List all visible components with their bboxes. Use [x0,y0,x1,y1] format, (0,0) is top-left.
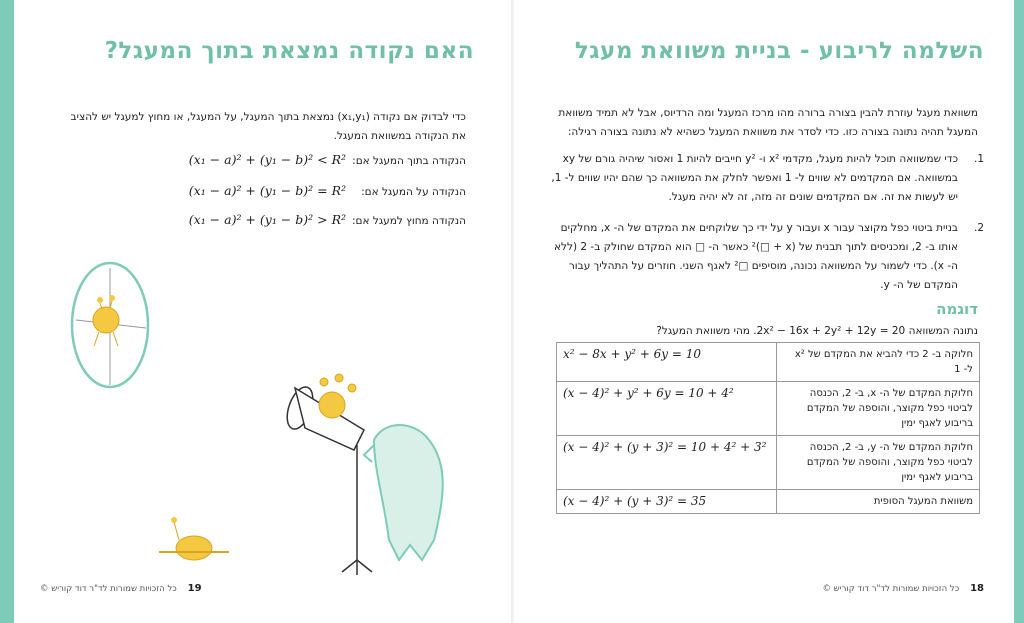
condition-formula: (x₁ − a)² + (y₁ − b)² = R² [188,183,346,198]
table-equation: (x − 4)² + (y + 3)² = 10 + 4² + 3² [557,436,777,490]
condition-label: הנקודה מחוץ למעגל אם: [352,215,466,227]
table-description: חלוקת המקדם של ה- y, ב- 2, הכנסה לביטוי כפל מקוצר, והוספה של המקדם בריבוע לאגף ימין [777,436,980,490]
example-table [556,342,980,514]
step-item [544,150,984,207]
table-row [557,343,980,382]
copyright: כל הזכויות שמורות לד"ר דוד קוריש © [822,584,960,594]
left-page [14,0,514,623]
right-page-footer [822,583,984,594]
table-row [557,490,980,514]
steps-list [544,150,984,307]
left-page-footer [40,583,202,594]
right-page-title: השלמה לריבוע - בניית משוואת מעגל [574,38,984,64]
right-page [514,0,1014,623]
step-text: בניית ביטוי כפל מקוצר עבור x ועבור y על ידי כך שלוקחים את המקדם של ה- x, מחלקים אותו ב- 2, ומכניסים לתוך תבנית של (x + □)² כאשר ה- □ הוא המקדם שחולק ב- 2 (ללא ה- x). כדי לשמור על המשוואה נכונה, מוסיפים □² לאגף השני. חוזרים על התהליך עבור המקדם של ה- y. [554,222,958,291]
table-equation: (x − 4)² + (y + 3)² = 35 [557,490,777,514]
page-number: 19 [187,583,202,594]
left-page-title: האם נקודה נמצאת בתוך המעגל? [104,38,474,64]
left-page-intro: כדי לבדוק אם נקודה (x₁,y₁) נמצאת בתוך המעגל, על המעגל, או מחוץ למעגל יש להציב את הנקודה במשוואת המעגל. [70,111,466,142]
step-text: כדי שמשוואה תוכל להיות מעגל, מקדמי x² ו- y² חייבים להיות 1 ואסור שיהיה גורם של xy במשוואה. אם המקדמים לא שווים ל- 1 ואפשר לחלק את המשוואה כך שהם יהיו שווים ל- 1, יש לעשות את זה. אם המקדמים שונים זה מזה, זה לא יהיה מעגל. [551,153,958,203]
table-equation: x² − 8x + y² + 6y = 10 [557,343,777,382]
table-row [557,436,980,490]
page-number: 18 [970,583,984,594]
step-number: 1. [973,153,984,165]
condition-label: הנקודה בתוך המעגל אם: [352,155,466,167]
step-item [544,219,984,295]
table-description: משוואת המעגל הסופית [777,490,980,514]
example-title: דוגמה [936,300,978,318]
table-equation: (x − 4)² + y² + 6y = 10 + 4² [557,382,777,436]
table-description: חלוקה ב- 2 כדי להביא את המקדם של x² ל- 1 [777,343,980,382]
step-number: 2. [973,222,984,234]
table-description: חלוקת המקדם של ה- x, ב- 2, הכנסה לביטוי כפל מקוצר, והוספה של המקדם בריבוע לאגף ימין [777,382,980,436]
right-page-intro: משוואת מעגל עוזרת להבין בצורה ברורה מהו מרכז המעגל ומה הרדיוס, אבל לא תמיד משוואת המעגל תהיה נתונה בצורה כזו. כדי לסדר את משוואת המעגל כשהיא לא נתונה בצורה רגילה: [558,107,978,138]
telescope-illustration [14,0,514,623]
condition-formula: (x₁ − a)² + (y₁ − b)² > R² [188,212,346,227]
table-row [557,382,980,436]
copyright: כל הזכויות שמורות לד"ר דוד קוריש © [40,584,177,594]
condition-label: הנקודה על המעגל אם: [361,186,466,198]
example-question: נתונה המשוואה 2x² − 16x + 2y² + 12y = 20. מהי משוואת המעגל? [656,325,978,337]
condition-formula: (x₁ − a)² + (y₁ − b)² < R² [188,152,346,167]
